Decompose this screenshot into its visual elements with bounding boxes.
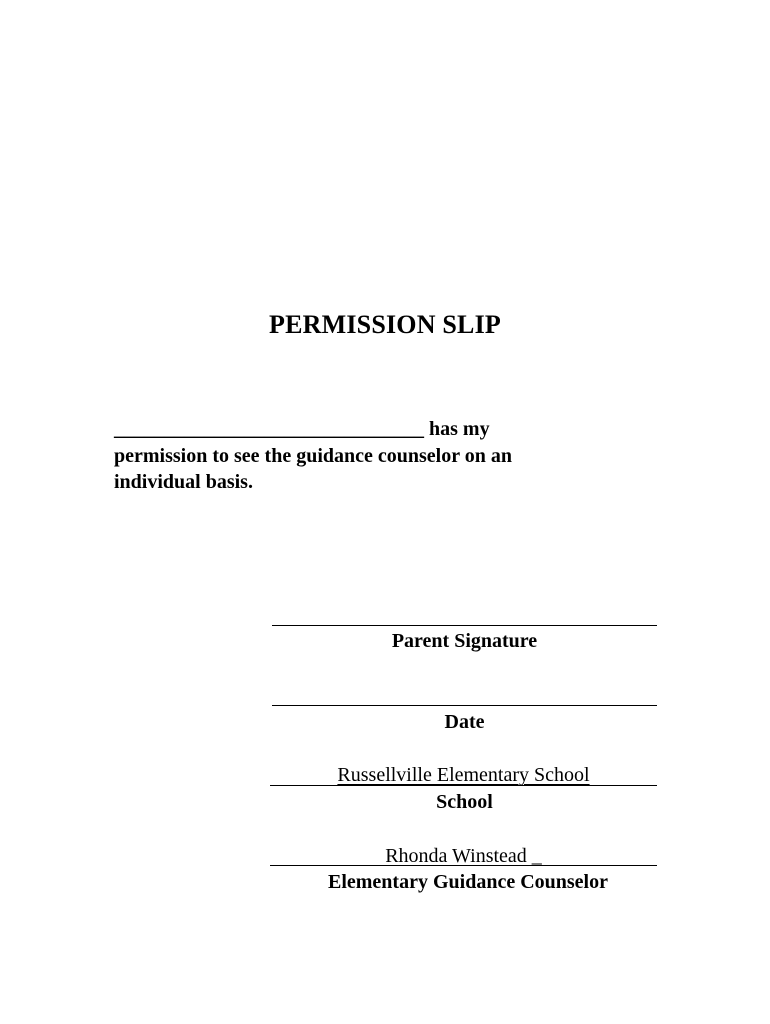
statement-line-1 — [114, 416, 594, 443]
document-title: PERMISSION SLIP — [269, 310, 501, 339]
date-label: Date — [444, 711, 485, 733]
counselor-label: Elementary Guidance Counselor — [328, 871, 608, 893]
student-name-blank[interactable]: _______________________________ — [114, 418, 424, 440]
school-label: School — [436, 791, 493, 813]
statement-line-2: permission to see the guidance counselor on an — [114, 444, 512, 467]
school-field[interactable] — [270, 764, 657, 787]
school-value: Russellville Elementary School — [337, 764, 590, 786]
counselor-line — [270, 865, 657, 866]
statement-line-1-text: has my — [424, 418, 490, 440]
parent-signature-line[interactable] — [272, 625, 657, 626]
permission-statement — [114, 416, 594, 496]
parent-signature-label: Parent Signature — [391, 630, 538, 652]
school-line — [270, 785, 657, 786]
date-line[interactable] — [272, 705, 657, 706]
statement-line-3: individual basis. — [114, 471, 253, 493]
counselor-value: Rhonda Winstead _ — [385, 845, 542, 867]
